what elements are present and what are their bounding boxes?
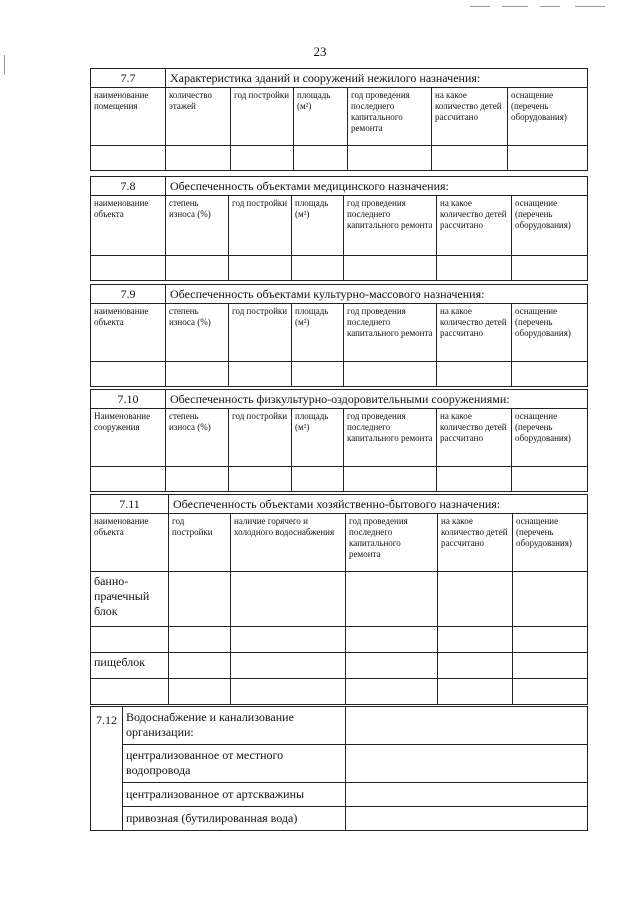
column-header: оснащение (перечень оборудования) xyxy=(508,88,588,146)
input-cell[interactable] xyxy=(169,653,231,679)
input-cell[interactable] xyxy=(91,627,169,653)
column-header: площадь (м²) xyxy=(292,409,344,467)
input-cell[interactable] xyxy=(229,362,292,387)
section-title: Характеристика зданий и сооружений нежилого назначения: xyxy=(166,69,588,88)
section-number: 7.8 xyxy=(91,177,166,196)
input-cell[interactable] xyxy=(91,146,166,171)
column-header: количество этажей xyxy=(166,88,231,146)
section-7-9-table xyxy=(90,284,588,387)
column-header: степень износа (%) xyxy=(166,196,229,256)
table-row xyxy=(91,745,588,783)
input-cell[interactable] xyxy=(512,467,588,492)
column-header: наименование объекта xyxy=(91,514,169,572)
column-header: на какое количество детей рассчитано xyxy=(437,409,512,467)
column-header: оснащение (перечень оборудования) xyxy=(512,409,588,467)
section-7-8-table xyxy=(90,176,588,281)
input-cell[interactable] xyxy=(169,627,231,653)
column-header: на какое количество детей рассчитано xyxy=(437,304,512,362)
scan-mark xyxy=(540,6,560,7)
input-cell[interactable] xyxy=(91,679,169,705)
scan-mark xyxy=(470,6,490,7)
input-cell[interactable] xyxy=(432,146,508,171)
column-header: степень износа (%) xyxy=(166,409,229,467)
input-cell[interactable] xyxy=(512,256,588,281)
option-label: привозная (бутилированная вода) xyxy=(123,807,346,831)
input-cell[interactable] xyxy=(91,467,166,492)
input-cell[interactable] xyxy=(346,745,588,783)
section-title: Обеспеченность объектами хозяйственно-бытового назначения: xyxy=(169,495,588,514)
input-cell[interactable] xyxy=(292,256,344,281)
input-cell[interactable] xyxy=(294,146,348,171)
column-header: наименование объекта xyxy=(91,304,166,362)
column-header: оснащение (перечень оборудования) xyxy=(512,304,588,362)
input-cell[interactable] xyxy=(231,146,294,171)
section-title: Обеспеченность объектами медицинского назначения: xyxy=(166,177,588,196)
column-header: год постройки xyxy=(229,304,292,362)
table-row xyxy=(91,807,588,831)
table-row xyxy=(91,256,588,281)
input-cell[interactable] xyxy=(346,572,438,627)
input-cell[interactable] xyxy=(438,679,513,705)
column-header: год проведения последнего капитального ремонта xyxy=(344,196,437,256)
input-cell[interactable] xyxy=(344,256,437,281)
column-header: год постройки xyxy=(169,514,231,572)
column-header: год проведения последнего капитального ремонта xyxy=(346,514,438,572)
input-cell[interactable] xyxy=(438,572,513,627)
column-header: на какое количество детей рассчитано xyxy=(437,196,512,256)
input-cell[interactable] xyxy=(91,362,166,387)
input-cell[interactable] xyxy=(231,627,346,653)
column-header: площадь (м²) xyxy=(294,88,348,146)
column-header: на какое количество детей рассчитано xyxy=(432,88,508,146)
section-title: Обеспеченность объектами культурно-массового назначения: xyxy=(166,285,588,304)
input-cell[interactable] xyxy=(513,627,588,653)
input-cell[interactable] xyxy=(513,679,588,705)
table-row xyxy=(91,627,588,653)
input-cell[interactable] xyxy=(231,653,346,679)
section-7-10-table xyxy=(90,389,588,492)
section-number: 7.10 xyxy=(91,390,166,409)
column-header: степень износа (%) xyxy=(166,304,229,362)
table-row xyxy=(91,146,588,171)
input-cell[interactable] xyxy=(169,679,231,705)
scan-mark xyxy=(502,6,528,7)
table-row xyxy=(91,572,588,627)
section-number: 7.7 xyxy=(91,69,166,88)
input-cell[interactable] xyxy=(169,572,231,627)
input-cell[interactable] xyxy=(437,467,512,492)
column-header: площадь (м²) xyxy=(292,304,344,362)
input-cell[interactable] xyxy=(437,362,512,387)
column-header: год постройки xyxy=(231,88,294,146)
column-header: год постройки xyxy=(229,409,292,467)
column-header: год проведения последнего капитального ремонта xyxy=(344,409,437,467)
input-cell[interactable] xyxy=(508,146,588,171)
table-row xyxy=(91,467,588,492)
input-cell[interactable] xyxy=(346,679,438,705)
table-row xyxy=(91,783,588,807)
column-header: оснащение (перечень оборудования) xyxy=(512,196,588,256)
option-label: централизованное от местного водопровода xyxy=(123,745,346,783)
row-label: пищеблок xyxy=(91,653,169,679)
section-title: Водоснабжение и канализование организации: xyxy=(123,707,346,745)
input-cell[interactable] xyxy=(166,146,231,171)
section-7-7-table xyxy=(90,68,588,171)
column-header: год проведения последнего капитального ремонта xyxy=(344,304,437,362)
column-header: наименование объекта xyxy=(91,196,166,256)
section-number: 7.12 xyxy=(91,707,123,831)
column-header: Наименование сооружения xyxy=(91,409,166,467)
input-cell[interactable] xyxy=(346,627,438,653)
input-cell[interactable] xyxy=(512,362,588,387)
input-cell[interactable] xyxy=(166,256,229,281)
column-header: год постройки xyxy=(229,196,292,256)
input-cell[interactable] xyxy=(231,679,346,705)
input-cell[interactable] xyxy=(513,572,588,627)
input-cell[interactable] xyxy=(292,467,344,492)
option-label: централизованное от артскважины xyxy=(123,783,346,807)
table-row xyxy=(91,653,588,679)
input-cell[interactable] xyxy=(344,362,437,387)
section-7-11-table xyxy=(90,494,588,705)
table-row xyxy=(91,679,588,705)
input-cell[interactable] xyxy=(346,653,438,679)
input-cell[interactable] xyxy=(166,362,229,387)
input-cell[interactable] xyxy=(513,653,588,679)
section-number: 7.11 xyxy=(91,495,169,514)
column-header: год проведения последнего капитального ремонта xyxy=(348,88,432,146)
input-cell[interactable] xyxy=(229,467,292,492)
input-cell[interactable] xyxy=(438,627,513,653)
section-number: 7.9 xyxy=(91,285,166,304)
input-cell[interactable] xyxy=(344,467,437,492)
input-cell[interactable] xyxy=(91,256,166,281)
input-cell[interactable] xyxy=(348,146,432,171)
column-header: наличие горячего и холодного водоснабжения xyxy=(231,514,346,572)
input-cell[interactable] xyxy=(229,256,292,281)
input-cell[interactable] xyxy=(231,572,346,627)
column-header: площадь (м²) xyxy=(292,196,344,256)
input-cell[interactable] xyxy=(292,362,344,387)
input-cell[interactable] xyxy=(346,707,588,745)
column-header: на какое количество детей рассчитано xyxy=(438,514,513,572)
section-7-12-table xyxy=(90,706,588,831)
row-label: банно-прачечный блок xyxy=(91,572,169,627)
input-cell[interactable] xyxy=(438,653,513,679)
column-header: оснащение (перечень оборудования) xyxy=(513,514,588,572)
table-row xyxy=(91,362,588,387)
section-title: Обеспеченность физкультурно-оздоровительными сооружениями: xyxy=(166,390,588,409)
page-number: 23 xyxy=(313,44,327,59)
input-cell[interactable] xyxy=(346,783,588,807)
column-header: наименование помещения xyxy=(91,88,166,146)
input-cell[interactable] xyxy=(346,807,588,831)
scan-mark xyxy=(575,6,605,7)
input-cell[interactable] xyxy=(166,467,229,492)
input-cell[interactable] xyxy=(437,256,512,281)
